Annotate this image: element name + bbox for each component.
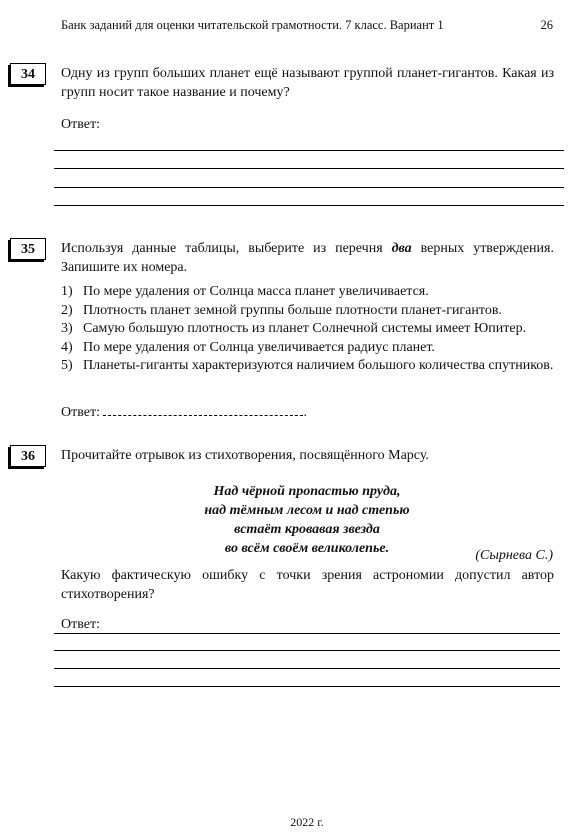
footer-year: 2022 г. bbox=[290, 815, 324, 829]
question-number-box-36: 36 bbox=[10, 445, 46, 467]
poem-excerpt bbox=[0, 482, 570, 558]
question-number-box-35: 35 bbox=[10, 238, 46, 260]
option-text: По мере удаления от Солнца масса планет увеличивается. bbox=[83, 284, 429, 299]
answer-line-36-2[interactable] bbox=[54, 650, 560, 651]
option-text: Плотность планет земной группы больше плотности планет-гигантов. bbox=[83, 302, 502, 318]
answer-line-36-3[interactable] bbox=[54, 668, 560, 669]
option-item-3 bbox=[61, 320, 554, 339]
answer-line-36-4[interactable] bbox=[54, 686, 560, 687]
answer-label-35: Ответ: bbox=[61, 405, 100, 420]
option-number: 4) bbox=[61, 339, 73, 355]
option-number: 5) bbox=[61, 358, 73, 373]
page-number: 26 bbox=[540, 18, 553, 32]
option-number: 2) bbox=[61, 302, 73, 318]
answer-line-36-1[interactable] bbox=[54, 633, 560, 634]
option-item-2 bbox=[61, 302, 554, 321]
poem-line: встаёт кровавая звезда bbox=[234, 522, 380, 537]
option-text: По мере удаления от Солнца увеличивается радиус планет. bbox=[83, 339, 435, 355]
poem-line: во всём своём великолепье. bbox=[224, 541, 390, 556]
question-36-text: Какую фактическую ошибку с точки зрения астрономии допустил автор стихотворения? bbox=[61, 568, 554, 602]
question-35-emphasis: два bbox=[391, 241, 412, 256]
poem-line: над тёмным лесом и над степью bbox=[204, 503, 410, 518]
answer-line-34-3[interactable] bbox=[54, 187, 564, 188]
option-item-5 bbox=[61, 357, 554, 376]
option-text: Самую большую плотность из планет Солнечной системы имеет Юпитер. bbox=[83, 321, 527, 336]
question-35-text-after: верных утверждения. Запишите их номера. bbox=[61, 241, 554, 275]
answer-row-35 bbox=[61, 403, 307, 421]
poem-author: (Сырнева С.) bbox=[475, 548, 553, 563]
question-35-text bbox=[61, 239, 554, 277]
answer-line-34-2[interactable] bbox=[54, 168, 564, 169]
poem-line: Над чёрной пропастью пруда, bbox=[213, 484, 401, 499]
answer-blank-35[interactable] bbox=[103, 403, 303, 416]
question-36-intro: Прочитайте отрывок из стихотворения, посвящённого Марсу. bbox=[61, 448, 429, 463]
options-list-35 bbox=[61, 283, 554, 376]
option-number: 3) bbox=[61, 321, 73, 336]
answer-label-36: Ответ: bbox=[61, 617, 100, 632]
question-number-box-34: 34 bbox=[10, 63, 46, 85]
option-item-4 bbox=[61, 339, 554, 358]
option-text: Планеты-гиганты характеризуются наличием большого количества спутников. bbox=[83, 358, 554, 373]
option-number: 1) bbox=[61, 284, 73, 299]
answer-end-35: . bbox=[303, 405, 307, 420]
option-item-1 bbox=[61, 283, 554, 302]
question-35-text-before: Используя данные таблицы, выберите из перечня bbox=[61, 241, 392, 256]
question-34-text: Одну из групп больших планет ещё называют группой планет-гигантов. Какая из групп носит такое название и почему? bbox=[61, 66, 554, 100]
answer-line-34-4[interactable] bbox=[54, 205, 564, 206]
page-header-title: Банк заданий для оценки читательской грамотности. 7 класс. Вариант 1 bbox=[61, 18, 444, 32]
answer-line-34-1[interactable] bbox=[54, 150, 564, 151]
answer-label-34: Ответ: bbox=[61, 117, 100, 132]
